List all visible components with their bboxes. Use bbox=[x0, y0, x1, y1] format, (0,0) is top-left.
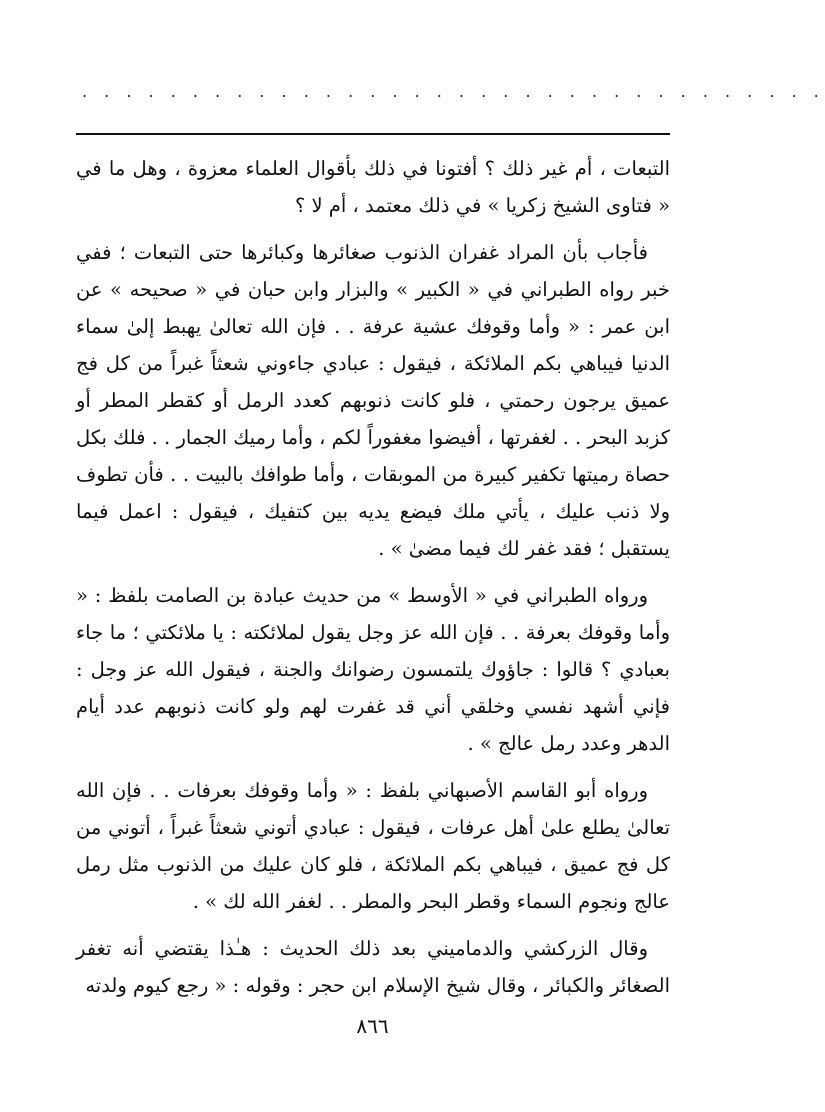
header-rule bbox=[76, 133, 670, 135]
paragraph-3: ورواه الطبراني في « الأوسط » من حديث عبادة بن الصامت بلفظ : « وأما وقوفك بعرفة . . فإن الله عز وجل يقول لملائكته : يا ملائكتي ؛ ما جاء بعبادي ؟ قالوا : جاؤوك يلتمسون رضوانك والجنة ، فيقول الله عز وجل : فإني أشهد نفسي وخلقي أني قد غفرت لهم ولو كانت ذنوبهم عدد أيام الدهر وعدد رمل عالج » . bbox=[76, 584, 670, 755]
paragraph-5: وقال الزركشي والدماميني بعد ذلك الحديث : هـٰذا يقتضي أنه تغفر الصغائر والكبائر ، وقال شيخ الإسلام ابن حجر : وقوله : « رجع كيوم ولدته bbox=[76, 937, 670, 997]
header-dotted-line: . . . . . . . . . . . . . . . . . . . . . . . . . . . . . . . . . . bbox=[82, 82, 825, 101]
paragraph-2: فأجاب بأن المراد غفران الذنوب صغائرها وكبائرها حتى التبعات ؛ ففي خبر رواه الطبراني في « الكبير » والبزار وابن حبان في « صحيحه » عن ابن عمر : « وأما وقوفك عشية عرفة . . فإن الله تعالىٰ يهبط إلىٰ سماء الدنيا فيباهي بكم الملائكة ، فيقول : عبادي جاءوني شعثاً غبراً من كل فج عميق يرجون رحمتي ، فلو كانت ذنوبهم كعدد الرمل أو كقطر المطر أو كزبد البحر . . لغفرتها ، أفيضوا مغفوراً لكم ، وأما رميك الجمار . . فلك بكل حصاة رميتها تكفير كبيرة من الموبقات ، وأما طوافك بالبيت . . فأن تطوف ولا ذنب عليك ، يأتي ملك فيضع يديه بين كتفيك ، فيقول : اعمل فيما يستقبل ؛ فقد غفر لك فيما مضىٰ » . bbox=[76, 241, 670, 560]
page-number: ٨٦٦ bbox=[356, 1014, 389, 1038]
paragraph-4: ورواه أبو القاسم الأصبهاني بلفظ : « وأما وقوفك بعرفات . . فإن الله تعالىٰ يطلع علىٰ أهل عرفات ، فيقول : عبادي أتوني شعثاً غبراً ، أتوني من كل فج عميق ، فيباهي بكم الملائكة ، فلو كان عليك من الذنوب مثل رمل عالج ونجوم السماء وقطر البحر والمطر . . لغفر الله لك » . bbox=[76, 779, 670, 913]
paragraph-1: التبعات ، أم غير ذلك ؟ أفتونا في ذلك بأقوال العلماء معزوة ، وهل ما في « فتاوى الشيخ زكريا » في ذلك معتمد ، أم لا ؟ bbox=[76, 157, 670, 217]
main-text bbox=[76, 150, 670, 1014]
